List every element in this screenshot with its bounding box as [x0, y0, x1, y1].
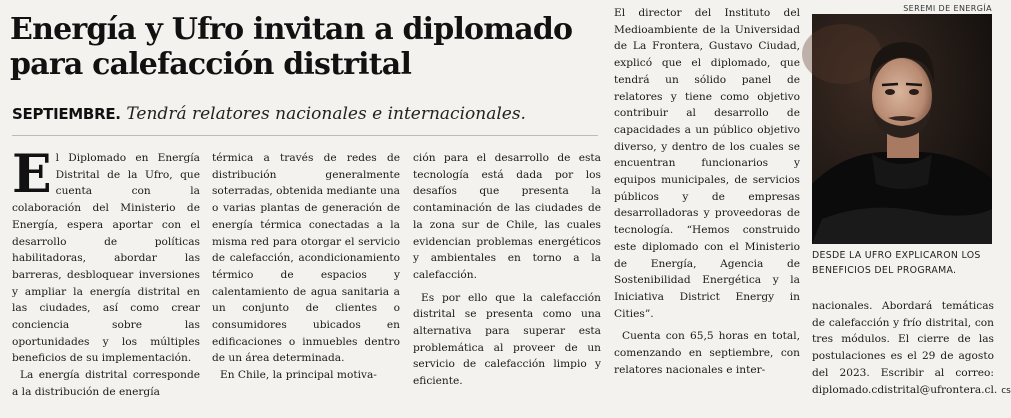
- article-paragraph: [812, 298, 1011, 399]
- article-column-1: [12, 144, 200, 401]
- article-paragraph: [12, 144, 200, 367]
- portrait-image: [812, 14, 992, 244]
- headline-line-2: para calefacción distrital: [10, 47, 412, 82]
- article-text: nacionales. Abordará temáticas de calefacción y frío distrital, con tres módulos. El cierre de las postulaciones es el 29 de agosto del 2023. Escribir al correo: diplomado.cdistrital@ufrontera.cl.: [812, 300, 998, 396]
- article-paragraph: térmica a través de redes de distribución generalmente soterradas, obtenida mediante una o varias plantas de generación de energía térmica conectadas a la misma red para otorgar el servicio de calefacción, acondicionamiento térmico de espacios y calentamiento de agua sanitaria a un conjunto de clientes o consumidores ubicados en edificaciones o inmuebles dentro de un área determinada.: [212, 152, 400, 365]
- article-text: l Diplomado en Energía Distrital de la Ufro, que cuenta con la colaboración del Ministerio de Energía, espera aportar con el desarrollo de políticas habilitadoras, abordar las barreras, desbloquear inversiones y ampliar la energía distrital en las ciudades, así como crear conciencia sobre las oportunidades y los múltiples beneficios de su implementación.: [12, 152, 200, 365]
- drop-cap: E: [12, 144, 52, 205]
- article-paragraph: Cuenta con 65,5 horas en total, comenzando en septiembre, con relatores nacionales e inter-: [614, 330, 800, 376]
- section-divider: [12, 135, 598, 136]
- author-initials: cs: [1001, 385, 1011, 396]
- subhead-kicker: SEPTIEMBRE.: [12, 105, 121, 123]
- article-column-2: [212, 150, 400, 384]
- article-column-3: [413, 150, 601, 390]
- article-paragraph: La energía distrital corresponde a la distribución de energía: [12, 369, 200, 398]
- article-paragraph: El director del Instituto del Medioambiente de la Universidad de La Frontera, Gustavo Ciudad, explicó que el diplomado, que tendrá un sólido panel de relatores y tiene como objetivo contribuir al desarrollo de capacidades a un público objetivo diverso, y dentro de los cuales se encuentran funcionarios y equipos municipales, de servicios públicos y de empresas desarrolladoras y proveedoras de tecnología. “Hemos construido este diplomado con el Ministerio de Energía, Agencia de Sostenibilidad Energética y la Iniciativa District Energy in Cities”.: [614, 7, 800, 320]
- photo-caption-line-1: DESDE LA UFRO EXPLICARON LOS: [812, 250, 981, 261]
- headline-line-1: Energía y Ufro invitan a diplomado: [10, 12, 573, 47]
- article-paragraph: ción para el desarrollo de esta tecnología está dada por los desafíos que presenta la contaminación de las ciudades de la zona sur de Chile, las cuales evidencian problemas energéticos y ambientales en torno a la calefacción.: [413, 152, 601, 281]
- article-column-4: [614, 5, 800, 378]
- portrait-photo: [812, 14, 992, 244]
- photo-credit: SEREMI DE ENERGÍA: [903, 4, 992, 13]
- subhead: [12, 102, 602, 126]
- subhead-deck: Tendrá relatores nacionales e internacionales.: [126, 104, 526, 124]
- photo-caption-line-2: BENEFICIOS DEL PROGRAMA.: [812, 265, 957, 276]
- article-paragraph: En Chile, la principal motiva-: [220, 369, 377, 382]
- headline: [10, 12, 610, 82]
- article-column-5: [812, 298, 1011, 399]
- article-paragraph: Es por ello que la calefacción distrital se presenta como una alternativa para superar esta problemática al proveer de un servicio de calefacción limpio y eficiente.: [413, 291, 601, 388]
- photo-caption: [812, 248, 994, 278]
